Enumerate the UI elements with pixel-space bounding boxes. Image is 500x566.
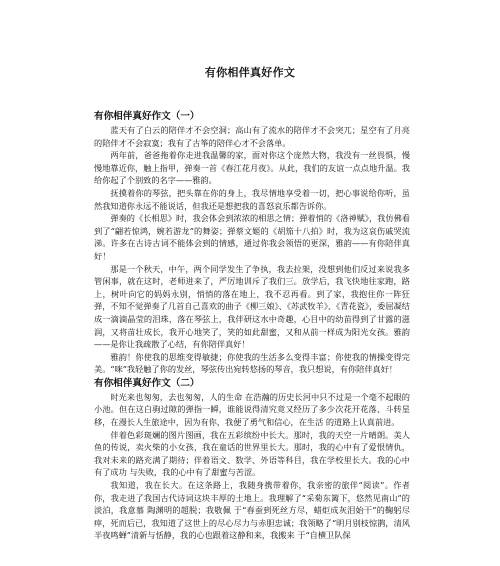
section-heading: 有你相伴真好作文（一）	[94, 111, 200, 122]
section-heading: 有你相伴真好作文（二）	[94, 377, 200, 389]
paragraph: 蓝天有了白云的陪伴才不会空洞；高山有了流水的陪伴才不会突兀；星空有了月亮的陪伴才不会寂寞；我有了古筝的陪伴心才不会落单。	[94, 125, 410, 148]
document-body	[94, 110, 410, 542]
paragraph: 时光来也匆匆，去也匆匆，人的生命 在浩瀚的历史长河中只不过是一个毫不起眼的小池。但在这白驹过隙的弹指一瞬，谁能说得清究竟又经历了多少次花开花落、斗转星移，在漫长人生旅途中，因为有你，我便了勇气和信心，在生活 的道路上认真前进。	[94, 391, 410, 428]
paragraph: 伴着色彩斑斓的图片图画，我在五彩缤纷中长大。那时，我的天空一片晴朗。美人鱼的传说，卖火柴的小女孩，我在童话的世界里长大。那时，我的心中有了爱恨情仇，我对未来的路充满了期待；伴着语文、数学、外语等科目，我在学校里长大。我的心中有了成功 与失败，我的心中有了甜蜜与苦涩。	[94, 429, 410, 478]
document-title: 有你相伴真好作文	[204, 66, 296, 79]
paragraph: 抚摸着你的琴弦，把头靠在你的身上，我尽情地享受着一切，把心事说给你听，虽然我知道你永远不能说话，但我还是想把我的喜怒哀乐都告诉你。	[94, 187, 410, 211]
paragraph: 两年前，爸爸拖着你走进我温馨的家，面对你这个庞然大物，我没有一丝畏惧，慢慢地靠近你，触上指甲，弹奏一首《春江花月夜》。从此，我们的友谊一点点地升温。我给你起了个别致的名字——雅韵。	[94, 150, 410, 186]
section-2	[94, 377, 410, 542]
paragraph: 雅韵！你使我的思维变得敏捷；你使我的生活多么变得丰富；你使我的情操变得完美。“咪”我轻触了你的发丝，琴弦传出宛转悠扬的琴音，我只想说，有你陪伴真好！	[94, 351, 410, 375]
paragraph: 弹奏的《长相思》时，我会体会到浓浓的相思之情；弹着悄的《洛神赋》，我仿佛看到了“翩若惊鸿，婉若游龙”的舞姿；弹蔡文姬的《胡笳十八拍》时，我为这哀伤戚哭流涕。许多在古诗古词不能体会到的情感，通过你我会领悟的更深，雅韵——有你陪伴真好！	[94, 213, 410, 261]
paragraph: 我知道，我在长大。在这条路上，我随身携带着你，我亲密的旅伴“阅读”。作者你，我走进了我国古代诗词这块丰厚的土地上。我理解了“采菊东篱下，悠然见南山”的淡泊，我意慕 陶渊明的超脱；我敬佩 于“春蚕到死丝方尽，蜡炬成灰泪始干”的鞠躬尽瘁，死而后已，我知道了这世上的尽心尽力与赤胆忠诚；我领略了“明月别枝惊鹊，清风半夜鸣蝉”清新与恬静，我的心也跟着这静和来，我搬来 于“自横卫队保	[94, 480, 410, 541]
section-1	[94, 110, 410, 376]
paragraph: 那是一个秋天，中午，两个同学发生了争执，我去拉架，没想到他们反过来说我多管闲事，就在这时，老师进来了，严厉地训斥了我们三。放学后，我飞快地往家跑，路上，树叶向它的妈妈永别，悄悄的落在地上，我不忍再看。到了家，我抱住你一阵狂弹，不知不觉弹奏了几首自己喜欢的曲子《柳三娘》、《苏武牧羊》、《青花瓷》，委屈凝结成一滴滴晶莹的泪珠，落在琴弦上，我伴研这水中奇趣，心目中的幼苗得到了甘露的滋润，又将苗壮成长，我开心地笑了，笑的如此甜蜜，又和从前一样成为阳光女孩。雅韵——是你让我疏散了心结，有你陪伴真好！	[94, 263, 410, 350]
